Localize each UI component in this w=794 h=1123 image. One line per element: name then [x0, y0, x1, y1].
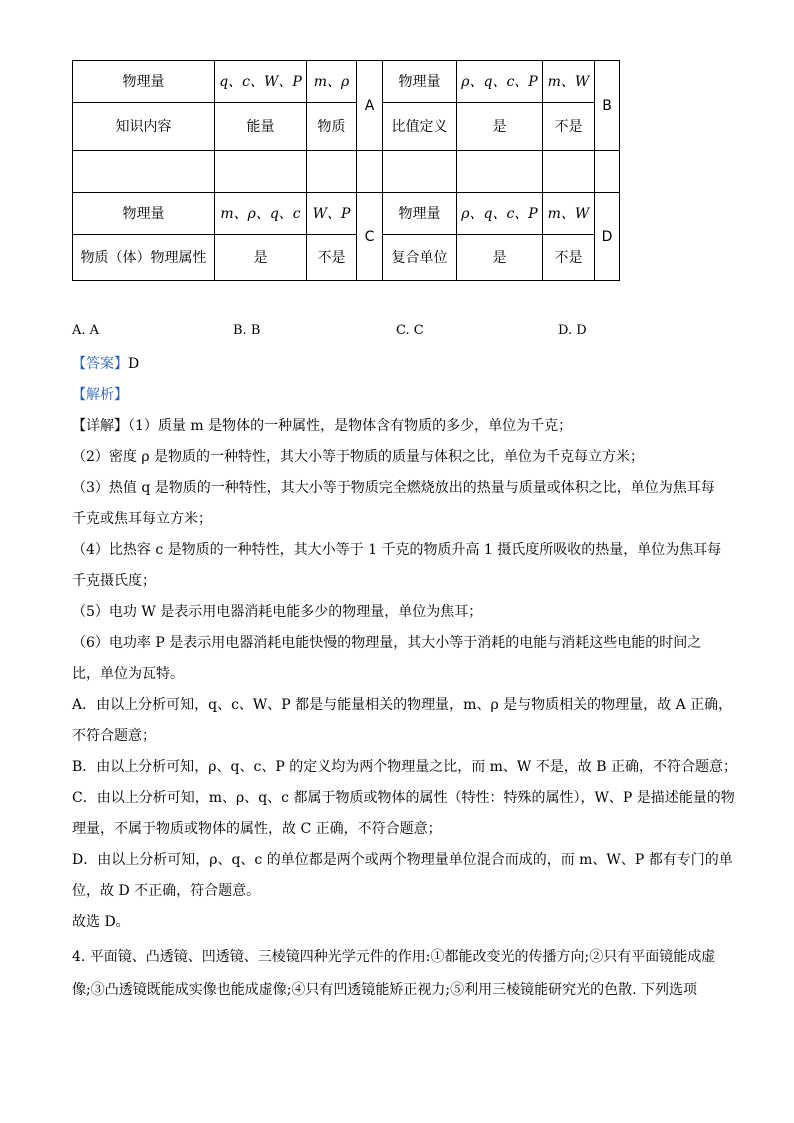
table-cell: 复合单位 — [383, 235, 457, 281]
detail-line: D．由以上分析可知，ρ、q、c 的单位都是两个或两个物理量单位混合而成的，而 m、W、P 都有专门的单 — [72, 852, 733, 868]
detail-line: 比，单位为瓦特。 — [72, 666, 184, 682]
detail-line — [72, 416, 572, 436]
detail-line: （4）比热容 c 是物质的一种特性，其大小等于 1 千克的物质升高 1 摄氏度所吸收的热量，单位为焦耳每 — [72, 542, 722, 558]
detail-line: C．由以上分析可知，m、ρ、q、c 都属于物质或物体的属性（特性：特殊的属性），W、P 是描述能量的物 — [72, 790, 735, 806]
table-cell: 不是 — [543, 103, 595, 151]
detail-line: A．由以上分析可知，q、c、W、P 都是与能量相关的物理量，m、ρ 是与物质相关的物理量，故 A 正确， — [72, 697, 733, 713]
detail-line: （2）密度 ρ 是物质的一种特性，其大小等于物质的质量与体积之比，单位为千克每立方米； — [72, 449, 645, 465]
comparison-table — [72, 60, 620, 281]
table-row — [73, 193, 620, 235]
table-cell: 物理量 — [383, 193, 457, 235]
table-cell: 物质 — [307, 103, 357, 151]
table-cell: m、ρ — [307, 61, 357, 103]
table-cell: 知识内容 — [73, 103, 215, 151]
option-d: D. D — [558, 323, 587, 338]
next-question-line: 4. 平面镜、凸透镜、凹透镜、三棱镜四种光学元件的作用:①都能改变光的传播方向;②只有平面镜能成虚 — [72, 949, 716, 965]
table-cell: 是 — [457, 103, 543, 151]
option-b: B. B — [233, 323, 261, 338]
table-cell: 物质（体）物理属性 — [73, 235, 215, 281]
detail-line: （6）电功率 P 是表示用电器消耗电能快慢的物理量，其大小等于消耗的电能与消耗这些电能的时间之 — [72, 635, 702, 651]
detail-line: 不符合题意； — [72, 728, 156, 744]
answer-options — [72, 323, 722, 343]
table-cell: 是 — [457, 235, 543, 281]
table-row — [73, 235, 620, 281]
table-cell: q、c、W、P — [215, 61, 307, 103]
detail-line: B．由以上分析可知，ρ、q、c、P 的定义均为两个物理量之比，而 m、W 不是，故 B 正确，不符合题意； — [72, 759, 737, 775]
answer-value: D — [128, 356, 140, 372]
detail-line: （3）热值 q 是物质的一种特性，其大小等于物质完全燃烧放出的热量与质量或体积之比，单位为焦耳每 — [72, 480, 715, 496]
analysis-line — [72, 385, 128, 405]
table-cell: 能量 — [215, 103, 307, 151]
table-cell: 比值定义 — [383, 103, 457, 151]
detail-line: 位，故 D 不正确，符合题意。 — [72, 883, 261, 899]
table-cell: 物理量 — [73, 61, 215, 103]
group-label-a: A — [357, 61, 383, 151]
detail-line: 故选 D。 — [72, 914, 130, 930]
answer-tag: 【答案】 — [72, 356, 128, 372]
table-cell: ρ、q、c、P — [457, 193, 543, 235]
detail-line: （5）电功 W 是表示用电器消耗电能多少的物理量，单位为焦耳； — [72, 604, 483, 620]
group-label-d: D — [595, 193, 620, 281]
table-cell: 不是 — [307, 235, 357, 281]
detail-text: （1）质量 m 是物体的一种属性，是物体含有物质的多少，单位为千克； — [128, 418, 573, 434]
table-cell: 物理量 — [73, 193, 215, 235]
group-label-c: C — [357, 193, 383, 281]
table-cell: ρ、q、c、P — [457, 61, 543, 103]
detail-tag: 【详解】 — [72, 418, 128, 434]
analysis-tag: 【解析】 — [72, 387, 128, 403]
next-question-line: 像;③凸透镜既能成实像也能成虚像;④只有凹透镜能矫正视力;⑤利用三棱镜能研究光的色散. 下列选项 — [72, 982, 698, 998]
table-row — [73, 61, 620, 103]
table-cell: m、ρ、q、c — [215, 193, 307, 235]
answer-line — [72, 354, 139, 374]
table-row — [73, 103, 620, 151]
detail-line: 千克或焦耳每立方米； — [72, 511, 212, 527]
table-cell: 物理量 — [383, 61, 457, 103]
table-cell: 不是 — [543, 235, 595, 281]
detail-line: 千克摄氏度； — [72, 573, 156, 589]
option-a: A. A — [72, 323, 100, 338]
table-cell: m、W — [543, 61, 595, 103]
table-cell: m、W — [543, 193, 595, 235]
table-cell: 是 — [215, 235, 307, 281]
table-row-spacer — [73, 151, 620, 193]
table-cell: W、P — [307, 193, 357, 235]
option-c: C. C — [396, 323, 424, 338]
group-label-b: B — [595, 61, 620, 151]
detail-line: 理量，不属于物质或物体的属性，故 C 正确，不符合题意； — [72, 821, 442, 837]
